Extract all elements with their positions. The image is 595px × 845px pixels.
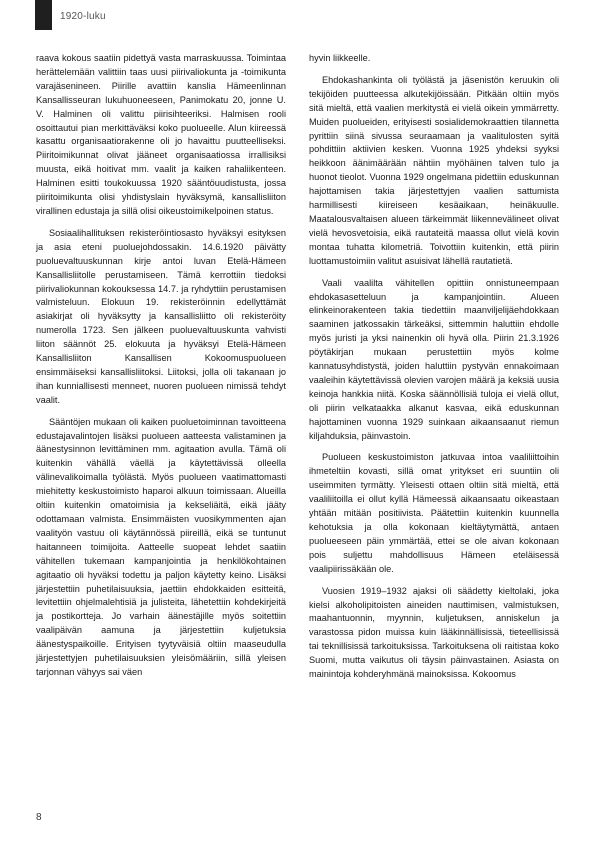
right-column xyxy=(309,52,559,690)
paragraph: Ehdokashankinta oli työlästä ja jäsenistön keruukin oli tekijöiden puutteessa alkutekijöissään. Pitkään oltiin myös sitä mieltä, että vaalien merkitystä ei vielä oikein ymmärretty. Muiden puolueiden, erityisesti sosialidemokraattien tilannetta pyrittiin siinä sivussa seuraamaan ja vaalitulosten syitä pohdittiin aktiivien kesken. Vuonna 1925 yhdeksi syyksi heikkoon äänimäärään nähtiin myöhäinen talven tulo ja huonot tieolot. Vuonna 1929 ongelmana pidettiin eduskunnan hajottamisen takia järjestettyjen vaalien sattumista harmillisesti kiireiseen kesäaikaan, heinäkuulle. Maatalousvaltaisen alueen tärkeimmät liikennevälineet olivat vielä hevosvetoisia, eikä rautateitä maassa ollut vielä kovin montaa tuhatta kilometriä. Toivottiin kuitenkin, että piirin luottamustoimiin valitut asuisivat lähellä rautatietä. xyxy=(309,74,559,266)
paragraph: Vuosien 1919–1932 ajaksi oli säädetty kieltolaki, joka kielsi alkoholipitoisten aineiden nauttimisen, valmistuksen, maahantuonnin, myynnin, kuljetuksen, anniskelun ja varastossa pidon muissa kuin lääkinnällisissä, tieteellisissä tai teknillisissä tarkoituksissa. Tarkoituksena oli raitistaa koko Suomi, mutta vaikutus oli täysin päinvastainen. Asiasta on mainintoja kohderyhmänä mainoksissa. Kokoomus xyxy=(309,585,559,680)
left-column xyxy=(36,52,286,688)
paragraph: Puolueen keskustoimiston jatkuvaa intoa vaaliliittoihin ihmeteltiin kovasti, sillä omat yritykset eri suuntiin oli useimmiten tyrmätty. Yleisesti ottaen oltiin sitä mieltä, että vaaliliitoilla ei ollut kyllä Hämeessä aikaansaatu oikeastaan yhtään mitään positiivista. Päätettiin kuitenkin kuunnella kehotuksia ja olla kokonaan kieltäytymättä, antaen puolueeseen päin ymmärtää, ettei se ole aivan kokonaan pois suljettu mahdollisuus Hämeen eteläisessä vaalipiirissäkään ole. xyxy=(309,452,559,574)
paragraph: Vaali vaalilta vähitellen opittiin onnistuneempaan ehdokasasetteluun ja kampanjointiin. Alueen elinkeinorakenteen takia tiedettiin maanviljelijäehdokkaan saaminen jatkossakin tärkeäksi, sittemmin haluttiin ehdolle myös juristi ja yksi nainenkin oli hyvä olla. Piirin 21.3.1926 pöytäkirjan mukaan perustettiin myös kolme kannatusyhdistystä, joiden haluttiin pystyvän ennakoimaan vaaleihin käytettävissä olevien varojen määrä ja keksiä uusia keinoja hankkia niitä. Koska säännöllisiä tuloja ei vielä ollut, oli piirin velkataakka alkanut kasvaa, eikä eduskunnan hajottaminen vuonna 1929 suinkaan aikaansaanut riemun kiljahduksia, päinvastoin. xyxy=(309,277,559,441)
page-number: 8 xyxy=(36,812,42,823)
header-block xyxy=(35,0,52,30)
paragraph: hyvin liikkeelle. xyxy=(309,53,371,63)
paragraph: Sääntöjen mukaan oli kaiken puoluetoiminnan tavoitteena edustajavalintojen lisäksi puolueen aatteesta valistaminen ja äänestysinnon levittäminen mm. agitaation avulla. Tämä oli kuitenkin vähällä väellä ja käytettävissä olleella välinevalikoimalla työlästä. Myös puolueen vaatimattomasti miehitetty keskustoimisto haparoi alkuun toimissaan. Alueilla oltiin kuitenkin omatoimisia ja kekseliäitä, eikä jääty odottamaan valmista. Ensimmäisten vuosikymmenten ajan vaalityön vastuu oli käytännössä piireillä, eikä se tuntunut haitanneen toimijoita. Aatteelle suopeat lehdet saatiin vähitellen tukemaan kampanjointia ja henkilökohtainen agitaatio oli hyväksi todettu ja paljon käytetty keino. Lisäksi järjestettiin puhetilaisuuksia, jaettiin ehdokkaiden esitteitä, levitettiin ohjelmalehtisiä ja julisteita, lähetettiin kohdekirjeitä ja postikortteja. Jo varhain äänestäjille myös soitettiin vaalipäivän aamuna ja järjestettiin kuljetuksia äänestyspaikoille. Erityisen tyytyväisiä oltiin maaseudulla järjestettyjen puhetilaisuuksien yleisömääriin, sillä yleisen tarjonnan vähyys sai väen xyxy=(36,416,286,677)
paragraph: Sosiaalihallituksen rekisteröintiosasto hyväksyi esityksen ja asia eteni puoluejohdossakin. 14.6.1920 päivätty puoluevaltuuskunnan kirje antoi luvan Etelä-Hämeen Kansallisliitolle perustamiseen. Tämä kerrottiin tiedoksi piirivaliokunnan kokouksessa 14.7. ja ryhdyttiin perustamisen valmisteluun. Elokuun 19. rekisteröinnin edellyttämät asiakirjat oli hyväksytty ja kansallisliitto oli rekisteröity numerolla 1723. Sen jälkeen puoluevaltuuskunta vahvisti liiton säännöt 25. elokuuta ja hyväksyi Etelä-Hämeen Kansallisliiton Kansallisen Kokoomuspuolueen ensimmäiseksi kansallisliitoksi. Liitoksi, jolla oli takanaan jo ihan kunniallisesti menneet, nuoren puolueen nimissä tehdyt vaalit. xyxy=(36,227,286,405)
paragraph: raava kokous saatiin pidettyä vasta marraskuussa. Toimintaa herättelemään valittiin taas uusi piirivaliokunta ja -toimikunta varajäsenineen. Piirille avattiin kanslia Hämeenlinnan Kansallisseuran lukuhuoneeseen, Panimokatu 20, jonne U. V. Halminen oli valittu piirisihteeriksi. Halmisen rooli osoittautui pian merkittäväksi koko puolueelle. Alun kiireessä kasattu organisaatiorakenne oli jo havaittu puutteelliseksi. Piiritoimikunnat olivat jääneet organisaatiossa irrallisiksi muusta, eikä hoitivat mm. vaalit ja kaiken rahaliikenteen. Halminen esitti toukokuussa 1920 sääntöuudistusta, jossa piiritoimikunta olisi yhdistyslain hyväksymä, kansallisliiton virallinen edustaja ja sillä olisi oikeustoimikelpoinen status. xyxy=(36,53,286,216)
running-header: 1920-luku xyxy=(60,11,106,22)
